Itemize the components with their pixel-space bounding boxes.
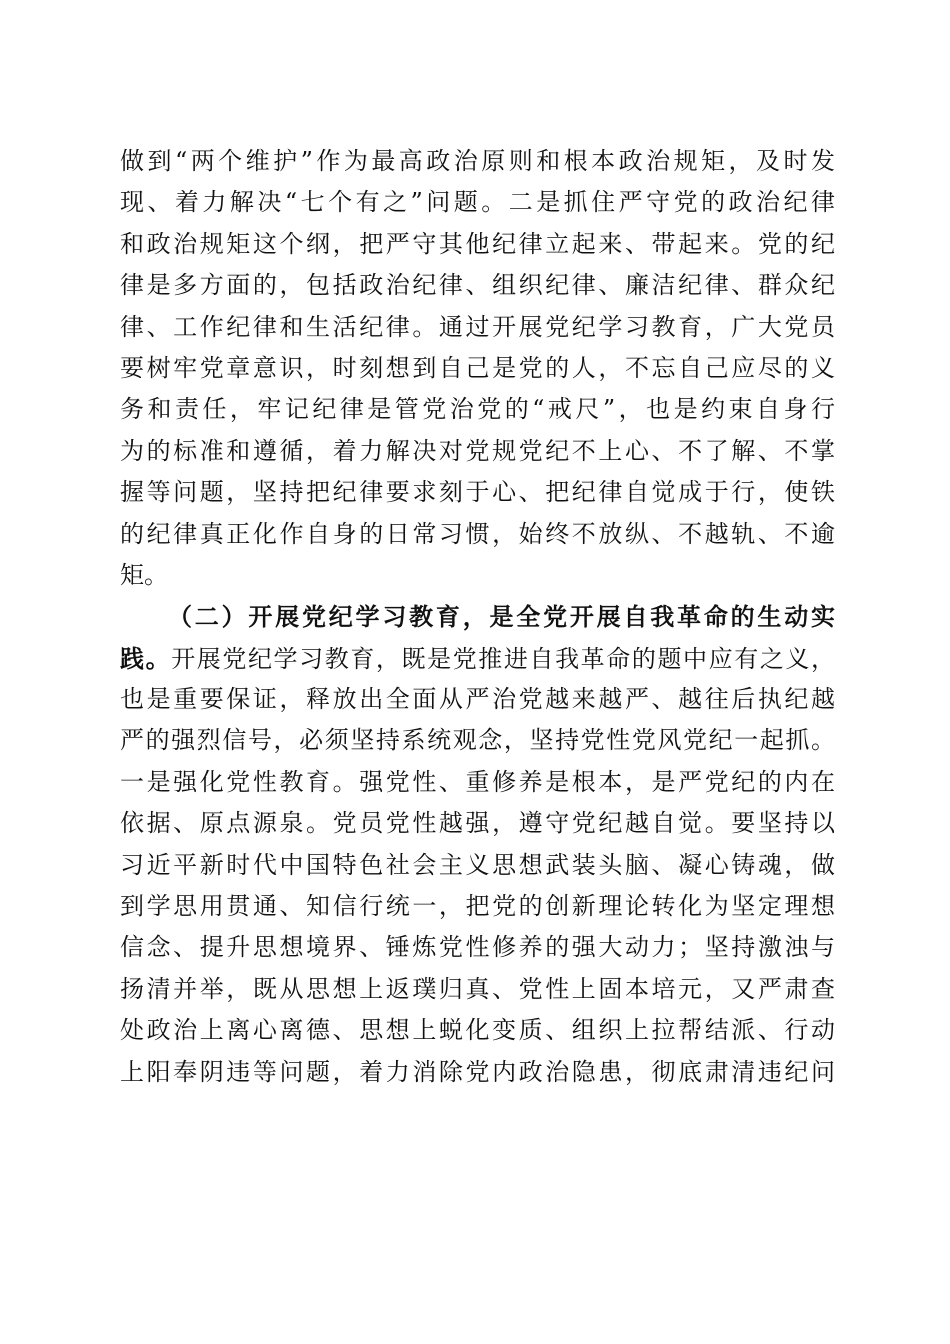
section-line-9: 扬清并举，既从思想上返璞归真、党性上固本培元，又严肃查 — [120, 974, 835, 1003]
text-line-5: 律、工作纪律和生活纪律。通过开展党纪学习教育，广大党员 — [120, 312, 835, 341]
text-line-8: 为的标准和遵循，着力解决对党规党纪不上心、不了解、不掌 — [120, 436, 835, 465]
section-line-3: 严的强烈信号，必须坚持系统观念，坚持党性党风党纪一起抓。 — [120, 726, 835, 755]
text-line-4: 律是多方面的，包括政治纪律、组织纪律、廉洁纪律、群众纪 — [120, 271, 835, 300]
section-line-11: 上阳奉阴违等问题，着力消除党内政治隐患，彻底肃清违纪问 — [120, 1057, 835, 1086]
text-line-6: 要树牢党章意识，时刻想到自己是党的人，不忘自己应尽的义 — [120, 353, 835, 382]
section-line-1 — [120, 638, 835, 679]
section-heading: （二）开展党纪学习教育，是全党开展自我革命的生动实 — [168, 602, 835, 632]
section-line-10: 处政治上离心离德、思想上蜕化变质、组织上拉帮结派、行动 — [120, 1016, 835, 1045]
section-line-4: 一是强化党性教育。强党性、重修养是根本，是严党纪的内在 — [120, 767, 835, 796]
section-line-6: 习近平新时代中国特色社会主义思想武装头脑、凝心铸魂，做 — [120, 850, 835, 879]
text-line-2: 现、着力解决“七个有之”问题。二是抓住严守党的政治纪律 — [120, 188, 835, 217]
text-line-1: 做到“两个维护”作为最高政治原则和根本政治规矩，及时发 — [120, 147, 835, 175]
text-line-7: 务和责任，牢记纪律是管党治党的“戒尺”，也是约束自身行 — [120, 395, 835, 424]
text-line-3: 和政治规矩这个纲，把严守其他纪律立起来、带起来。党的纪 — [120, 229, 835, 258]
section-line-5: 依据、原点源泉。党员党性越强，遵守党纪越自觉。要坚持以 — [120, 809, 835, 838]
text-line-10: 的纪律真正化作自身的日常习惯，始终不放纵、不越轨、不逾 — [120, 519, 835, 548]
section-line-7: 到学思用贯通、知信行统一，把党的创新理论转化为坚定理想 — [120, 892, 835, 921]
text-line-9: 握等问题，坚持把纪律要求刻于心、把纪律自觉成于行，使铁 — [120, 478, 835, 507]
section-line-8: 信念、提升思想境界、锤炼党性修养的强大动力；坚持激浊与 — [120, 933, 835, 962]
section-line-2: 也是重要保证，释放出全面从严治党越来越严、越往后执纪越 — [120, 685, 835, 714]
section-line-1-text: 开展党纪学习教育，既是党推进自我革命的题中应有之义， — [171, 644, 836, 673]
section-heading-cont: 践。 — [120, 643, 172, 673]
text-line-11: 矩。 — [120, 560, 168, 589]
body-text — [120, 141, 835, 1093]
